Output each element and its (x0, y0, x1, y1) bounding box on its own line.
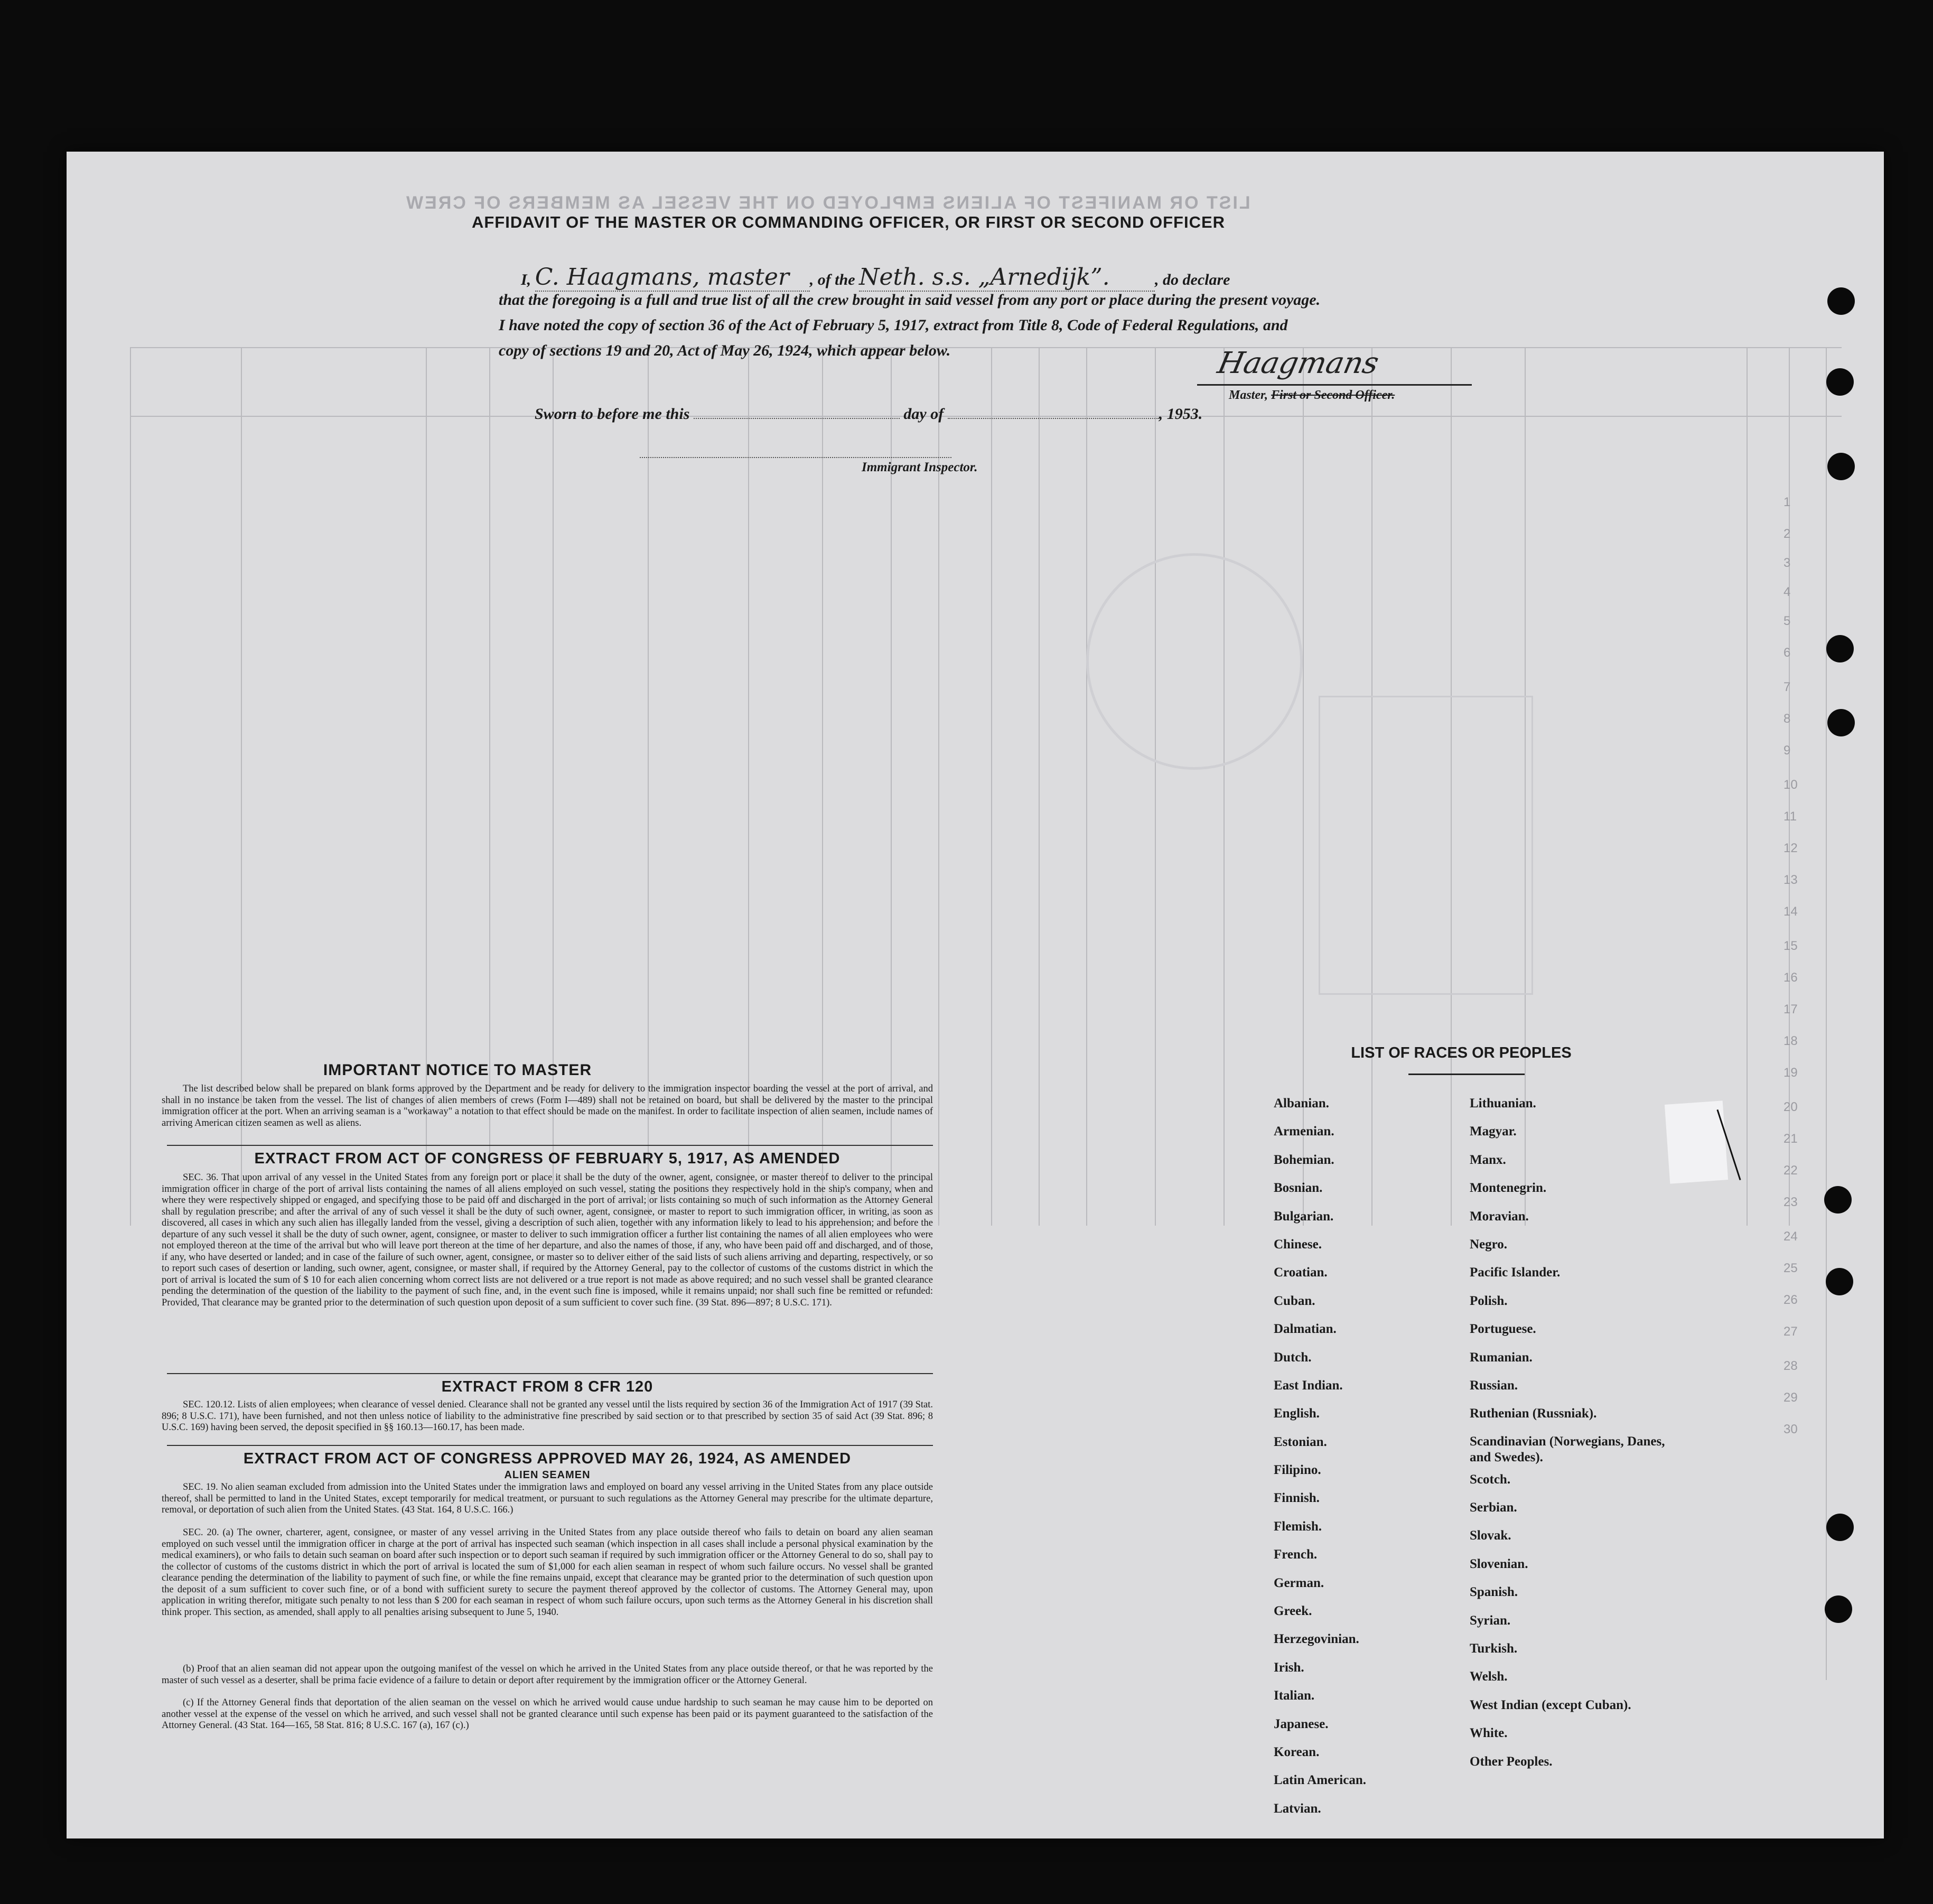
race-item: Cuban. (1274, 1293, 1315, 1308)
race-item: East Indian. (1274, 1378, 1343, 1393)
race-item: Montenegrin. (1470, 1181, 1547, 1196)
race-item: German. (1274, 1575, 1324, 1590)
race-item: Filipino. (1274, 1463, 1321, 1478)
race-item: Scandinavian (Norwegians, Danes, and Swedes). (1470, 1434, 1665, 1464)
race-item: Korean. (1274, 1744, 1320, 1759)
race-item: Armenian. (1274, 1124, 1334, 1139)
race-item: Portuguese. (1470, 1322, 1536, 1337)
punch-hole (1824, 1186, 1852, 1214)
affidavit-line-2: that the foregoing is a full and true list of all the crew brought in said vessel from any port or place during the present voyage. (499, 291, 1321, 309)
race-item: Syrian. (1470, 1613, 1511, 1628)
extract-1917-body: SEC. 36. That upon arrival of any vessel in the United States from any foreign port or place it shall be the duty of the owner, agent, consignee, or master thereof to deliver to the principal immigration officer in charge of the port of arrival lists containing the names of all aliens employed on such vessel, stating the positions they respectively hold in the ship's company, when and where they were respectively shipped or engaged, and specifying those to be paid off and discharged in the port of arrival; or lists containing so much of such information as the Attorney General shall by regulation prescribe; and after the arrival of any of such vessel it shall be the duty of such owner, agent, consignee, or master to report to such immigration officer, in writing, as soon as discovered, all cases in which any such alien has illegally landed from the vessel, giving a description of such alien, together with any information likely to lead to his apprehension; and before the departure of any such vessel it shall be the duty of such owner, agent, consignee, or master to deliver to such immigration officer a further list containing the names of all alien employees who were not employed thereon at the time of the arrival but who will leave port thereon at the time of her departure, and also the names of those, if any, who have been paid off and discharged, and of those, if any, who have deserted or landed; and in case of the failure of such owner, agent, consignee, or master so to deliver either of the said lists of such aliens arriving and departing, respectively, or so to report such cases of desertion or landing, such owner, agent, consignee, or master shall, if required by the Attorney General, pay to the collector of customs of the customs district in which the port of arrival is located the sum of $ 10 for each alien concerning whom correct lists are not delivered or a true report is not made as above required; and no such vessel shall be granted clearance pending the determination of the question of the liability to the payment of such fine, and, in the event such fine is imposed, while it remains unpaid; nor shall such fine be remitted or refunded: Provided, That clearance may be granted prior to the determination of such question upon deposit of a sum sufficient to cover such fine. (39 Stat. 896—897; 8 U.S.C. 171). (162, 1172, 933, 1308)
sec20c-body: (c) If the Attorney General finds that deportation of the alien seaman on the vessel on which he arrived would cause undue hardship to such seaman he may cause him to be deported on another vessel at the expense of the vessel on which he arrived, and such vessel shall not be granted clearance until such expense has been paid or its payment guaranteed to the satisfaction of the Attorney General. (43 Stat. 164—165, 58 Stat. 816; 8 U.S.C. 167 (a), 167 (c).) (162, 1697, 933, 1731)
race-item: Dalmatian. (1274, 1322, 1337, 1337)
race-item: Magyar. (1470, 1124, 1517, 1139)
races-column-2 (1470, 1089, 1681, 1776)
manifest-sheet: LIST OR MANIFEST OF ALIENS EMPLOYED ON THE VESSEL AS MEMBERS OF CREW 1 2 3 4 5 6 7 8 9 10 11 12 13 14 15 16 17 18 19 20 21 22 23 24 25 26 27 28 29 30 AFFIDAVIT OF THE MASTER OR COMMANDING OFFICER, OR FIRST OR SECOND OFFICER I, C. Haagmans, master , of the Neth. s.s. „Arnedijk”. , do declare that the foregoing is a full and true list of all the crew brought in said vessel from any port or place during the present voyage. I have noted the copy of section 36 of the Act of February 5, 1917, extract from Title 8, Code of Federal Regulations, and copy of sections 19 and 20, Act of May 26, 1924, which appear below. Haagmans Master, First or Second Officer. Sworn to before me this day of , 1953. Immigrant Inspector. IMPORTANT NOTICE TO MASTER The list described below shall be prepared on blank forms approved by the Department and be ready for delivery to the immigration inspector boarding the vessel at the port of arrival, and shall in no instance be taken from the vessel. The list of changes of alien members of crews (Form I—489) shall not be retained on board, but shall be delivered by the master to the principal immigration officer at the port. When an arriving seaman is a "workaway" a notation to that effect should be made on the manifest. In order to facilitate inspection of alien seamen, include names of arriving American citizen seamen as well as aliens. EXTRACT FROM ACT OF CONGRESS OF FEBRUARY 5, 1917, AS AMENDED SEC. 36. That upon arrival of any vessel in the United States from any foreign port or place it shall be the duty of the owner, agent, consignee, or master thereof to deliver to the principal immigration officer in charge of the port of arrival lists containing the names of all aliens employed on such vessel, stating the positions they respectively hold in the ship's company, when and where they were respectively shipped or engaged, and specifying those to be paid off and discharged in the port of arrival; or lists containing so much of such information as the Attorney General shall by regulation prescribe; and after the arrival of any of such vessel it shall be the duty of such owner, agent, consignee, or master to report to such immigration officer, in writing, as soon as discovered, all cases in which any such alien has illegally landed from the vessel, giving a description of such alien, together with any information likely to lead to his apprehension; and before the departure of any such vessel it shall be the duty of such owner, agent, consignee, or master to deliver to such immigration officer a further list containing the names of all alien employees who were not employed thereon at the time of the arrival but who will leave port thereon at the time of her departure, and also the names of those, if any, who have been paid off and discharged, and of those, if any, who have deserted or landed; and in case of the failure of such owner, agent, consignee, or master so to deliver either of the said lists of such aliens arriving and departing, respectively, or so to report such cases of desertion or landing, such owner, agent, consignee, or master shall, if required by the Attorney General, pay to the collector of customs of the customs district in which the port of arrival is located the sum of $ 10 for each alien concerning whom correct lists are not delivered or a true report is not made as above required; and no such vessel shall be granted clearance pending the determination of the question of the liability to the payment of such fine, and, in the event such fine is imposed, while it remains unpaid; nor shall such fine be remitted or refunded: Provided, That clearance may be granted prior to the determination of such question upon deposit of a sum sufficient to cover such fine. (39 Stat. 896—897; 8 U.S.C. 171). EXTRACT FROM 8 CFR 120 SEC. 120.12. Lists of alien employees; when clearance of vessel denied. Clearance shall not be granted any vessel until the lists required by section 36 of the Immigration Act of 1917 (39 Stat. 896; 8 U.S.C. 171), have been furnished, and not then unless notice of liability to the administrative fine prescribed by said section or to that prescribed by section 35 of said Act (39 Stat. 896; 8 U.S.C. 169) having been served, the deposit specified in §§ 160.13—160.17, has been made. EXTRACT FROM ACT OF CONGRESS APPROVED MAY 26, 1924, AS AMENDED ALIEN SEAMEN SEC. 19. No alien seaman excluded from admission into the United States under the immigration laws and employed on board any vessel arriving in the United States from any place outside thereof, shall be permitted to land in the United States, except temporarily for medical treatment, or pursuant to such regulations as the Attorney General may prescribe for the ultimate departure, removal, or deportation of such alien from the United States. (43 Stat. 164, 8 U.S.C. 166.) SEC. 20. (a) The owner, charterer, agent, consignee, or master of any vessel arriving in the United States from any place outside thereof who fails to detain on board any alien seaman employed on such vessel until the immigration officer in charge at the port of arrival has inspected such seaman (which inspection in all cases shall include a personal physical examination by the medical examiners), or who fails to detain such seaman on board after such inspection or to deport such seaman if required by such immigration officer or the Attorney General to do so, shall pay to the collector of customs of the customs district in which the port of arrival is located the sum of $1,000 for each alien seaman in respect of whom such failure occurs. No vessel shall be granted clearance pending the determination of the liability to payment of such fine, or while the fine remains unpaid, except that clearance may be granted prior to the determination of such question upon the deposit of a sum sufficient to cover such fine, or of a bond with sufficient surety to secure the payment thereof approved by the collector of customs. The Attorney General may, upon application in writing therefor, mitigate such penalty to not less than $ 200 for each seaman in respect of whom such failure occurs, upon such terms as the Attorney General in his discretion shall think proper. This section, as amended, shall apply to all penalties arising subsequent to June 5, 1940. (b) Proof that an alien seaman did not appear upon the outgoing manifest of the vessel on which he arrived in the United States from any place outside thereof, or that he was reported by the master of such vessel as a deserter, shall be prima facie evidence of a failure to detain or deport after requirement by the immigration officer or the Attorney General. (c) If the Attorney General finds that deportation of the alien seaman on the vessel on which he arrived would cause undue hardship to such seaman he may cause him to be deported on another vessel at the expense of the vessel on which he arrived, and such vessel shall not be granted clearance until such expense has been paid or its payment guaranteed to the satisfaction of the Attorney General. (43 Stat. 164—165, 58 Stat. 816; 8 U.S.C. 167 (a), 167 (c).) LIST OF RACES OR PEOPLES Albanian. Armenian. Bohemian. Bosnian. Bulgarian. Chinese. Croatian. Cuban. Dalmatian. Dutch. East Indian. English. Estonian. Filipino. Finnish. Flemish. French. German. Greek. Herzegovinian. Irish. Italian. Japanese. Korean. Latin American. Latvian. Lithuanian. Magyar. Manx. Montenegrin. Moravian. Negro. Pacific Islander. Polish. Portuguese. Rumanian. Russian. Ruthenian (Russniak). Scandinavian (Norwegians, Danes, and Swedes). Scotch. Serbian. Slovak. Slovenian. Spanish. Syrian. Turkish. Welsh. West Indian (except Cuban). White. Other Peoples. (67, 152, 1884, 1838)
race-item: Manx. (1470, 1152, 1506, 1167)
races-column-1 (1274, 1089, 1366, 1823)
affidavit-declaration-line: I, C. Haagmans, master , of the Neth. s.s. „Arnedijk”. , do declare (521, 264, 1230, 291)
master-signature: Haagmans (1215, 346, 1382, 380)
alien-seamen-subtitle: ALIEN SEAMEN (504, 1469, 591, 1481)
race-item: Welsh. (1470, 1669, 1508, 1684)
sworn-line: Sworn to before me this day of , 1953. (535, 405, 1203, 423)
race-item: Irish. (1274, 1660, 1304, 1675)
race-item: Dutch. (1274, 1350, 1312, 1365)
race-item: Polish. (1470, 1293, 1508, 1308)
extract-cfr-title: EXTRACT FROM 8 CFR 120 (441, 1378, 653, 1395)
signature-caption: Master, First or Second Officer. (1229, 388, 1395, 402)
race-item: Croatian. (1274, 1265, 1328, 1280)
affidavit-title: AFFIDAVIT OF THE MASTER OR COMMANDING OFFICER, OR FIRST OR SECOND OFFICER (471, 213, 1226, 231)
sec20a-body: SEC. 20. (a) The owner, charterer, agent, consignee, or master of any vessel arriving in the United States from any place outside thereof who fails to detain on board any alien seaman employed on such vessel until the immigration officer in charge at the port of arrival has inspected such seaman (which inspection in all cases shall include a personal physical examination by the medical examiners), or who fails to detain such seaman on board after such inspection or to deport such seaman if required by such immigration officer or the Attorney General to do so, shall pay to the collector of customs of the customs district in which the port of arrival is located the sum of $1,000 for each alien seaman in respect of whom such failure occurs. No vessel shall be granted clearance pending the determination of the liability to payment of such fine, or while the fine remains unpaid, except that clearance may be granted prior to the determination of such question upon the deposit of a sum sufficient to cover such fine, or of a bond with sufficient surety to secure the payment thereof approved by the collector of customs. The Attorney General may, upon application in writing therefor, mitigate such penalty to not less than $ 200 for each seaman in respect of whom such failure occurs, upon such terms as the Attorney General in his discretion shall think proper. This section, as amended, shall apply to all penalties arising subsequent to June 5, 1940. (162, 1527, 933, 1618)
sec20b-body: (b) Proof that an alien seaman did not appear upon the outgoing manifest of the vessel on which he arrived in the United States from any place outside thereof, or that he was reported by the master of such vessel as a deserter, shall be prima facie evidence of a failure to detain or deport after requirement by the immigration officer or the Attorney General. (162, 1664, 933, 1686)
race-item: Ruthenian (Russniak). (1470, 1406, 1597, 1421)
race-item: West Indian (except Cuban). (1470, 1697, 1631, 1712)
race-item: Slovenian. (1470, 1556, 1528, 1571)
punch-hole (1826, 1514, 1854, 1541)
race-item: Flemish. (1274, 1519, 1322, 1534)
race-item: French. (1274, 1547, 1318, 1562)
race-item: Other Peoples. (1470, 1754, 1553, 1769)
race-item: Italian. (1274, 1688, 1315, 1703)
race-item: Greek. (1274, 1604, 1312, 1619)
race-item: Lithuanian. (1470, 1096, 1536, 1110)
race-item: Rumanian. (1470, 1350, 1533, 1365)
notice-body: The list described below shall be prepared on blank forms approved by the Department and be ready for delivery to the immigration inspector boarding the vessel at the port of arrival, and shall in no instance be taken from the vessel. The list of changes of alien members of crews (Form I—489) shall not be retained on board, but shall be delivered by the master to the principal immigration officer at the port. When an arriving seaman is a "workaway" a notation to that effect should be made on the manifest. In order to facilitate inspection of alien seamen, include names of arriving American citizen seamen as well as aliens. (162, 1084, 933, 1128)
race-item: Negro. (1470, 1237, 1508, 1252)
sec19-body: SEC. 19. No alien seaman excluded from admission into the United States under the immigration laws and employed on board any vessel arriving in the United States from any place outside thereof, shall be permitted to land in the United States, except temporarily for medical treatment, or pursuant to such regulations as the Attorney General may prescribe for the ultimate departure, removal, or deportation of such alien from the United States. (43 Stat. 164, 8 U.S.C. 166.) (162, 1482, 933, 1515)
immigrant-inspector-caption: Immigrant Inspector. (862, 460, 978, 474)
race-item: Bosnian. (1274, 1181, 1323, 1196)
affidavit-line-3: I have noted the copy of section 36 of the Act of February 5, 1917, extract from Title 8, Code of Federal Regulations, and (499, 316, 1288, 334)
vessel-name-handwritten: Neth. s.s. „Arnedijk”. (859, 264, 1155, 292)
punch-hole (1826, 368, 1854, 396)
race-item: Scotch. (1470, 1472, 1511, 1487)
race-item: Bohemian. (1274, 1152, 1334, 1167)
punch-hole (1826, 1268, 1853, 1295)
bleedthrough-header: LIST OR MANIFEST OF ALIENS EMPLOYED ON THE VESSEL AS MEMBERS OF CREW (405, 193, 1250, 213)
affidavit-line-4: copy of sections 19 and 20, Act of May 26, 1924, which appear below. (499, 342, 951, 359)
notice-title: IMPORTANT NOTICE TO MASTER (323, 1061, 592, 1079)
race-item: Latin American. (1274, 1773, 1366, 1788)
race-item: Herzegovinian. (1274, 1632, 1359, 1647)
race-item: Albanian. (1274, 1096, 1329, 1110)
race-item: Finnish. (1274, 1491, 1320, 1506)
race-item: Latvian. (1274, 1801, 1321, 1816)
race-item: Japanese. (1274, 1716, 1329, 1731)
race-item: Moravian. (1470, 1209, 1529, 1224)
race-item: Estonian. (1274, 1434, 1327, 1449)
extract-1924-title: EXTRACT FROM ACT OF CONGRESS APPROVED MAY 26, 1924, AS AMENDED (243, 1450, 852, 1467)
race-item: Chinese. (1274, 1237, 1322, 1252)
extract-cfr-body: SEC. 120.12. Lists of alien employees; when clearance of vessel denied. Clearance shall not be granted any vessel until the lists required by section 36 of the Immigration Act of 1917 (39 Stat. 896; 8 U.S.C. 171), have been furnished, and not then unless notice of liability to the administrative fine prescribed by said section or to that prescribed by section 35 of said Act (39 Stat. 896; 8 U.S.C. 169) having been served, the deposit specified in §§ 160.13—160.17, has been made. (162, 1399, 933, 1433)
race-item: Russian. (1470, 1378, 1518, 1393)
races-title: LIST OF RACES OR PEOPLES (1351, 1044, 1572, 1061)
race-item: Spanish. (1470, 1585, 1518, 1600)
punch-hole (1826, 635, 1854, 662)
race-item: Serbian. (1470, 1500, 1517, 1515)
race-item: Bulgarian. (1274, 1209, 1334, 1224)
punch-hole (1825, 1595, 1852, 1623)
race-item: Turkish. (1470, 1641, 1518, 1656)
punch-hole (1827, 287, 1855, 315)
race-item: Pacific Islander. (1470, 1265, 1561, 1280)
master-name-handwritten: C. Haagmans, master (535, 264, 810, 292)
punch-hole (1827, 709, 1855, 736)
race-item: Slovak. (1470, 1528, 1511, 1543)
race-item: White. (1470, 1726, 1508, 1741)
extract-1917-title: EXTRACT FROM ACT OF CONGRESS OF FEBRUARY 5, 1917, AS AMENDED (254, 1150, 841, 1167)
race-item: English. (1274, 1406, 1320, 1421)
punch-hole (1827, 453, 1855, 480)
